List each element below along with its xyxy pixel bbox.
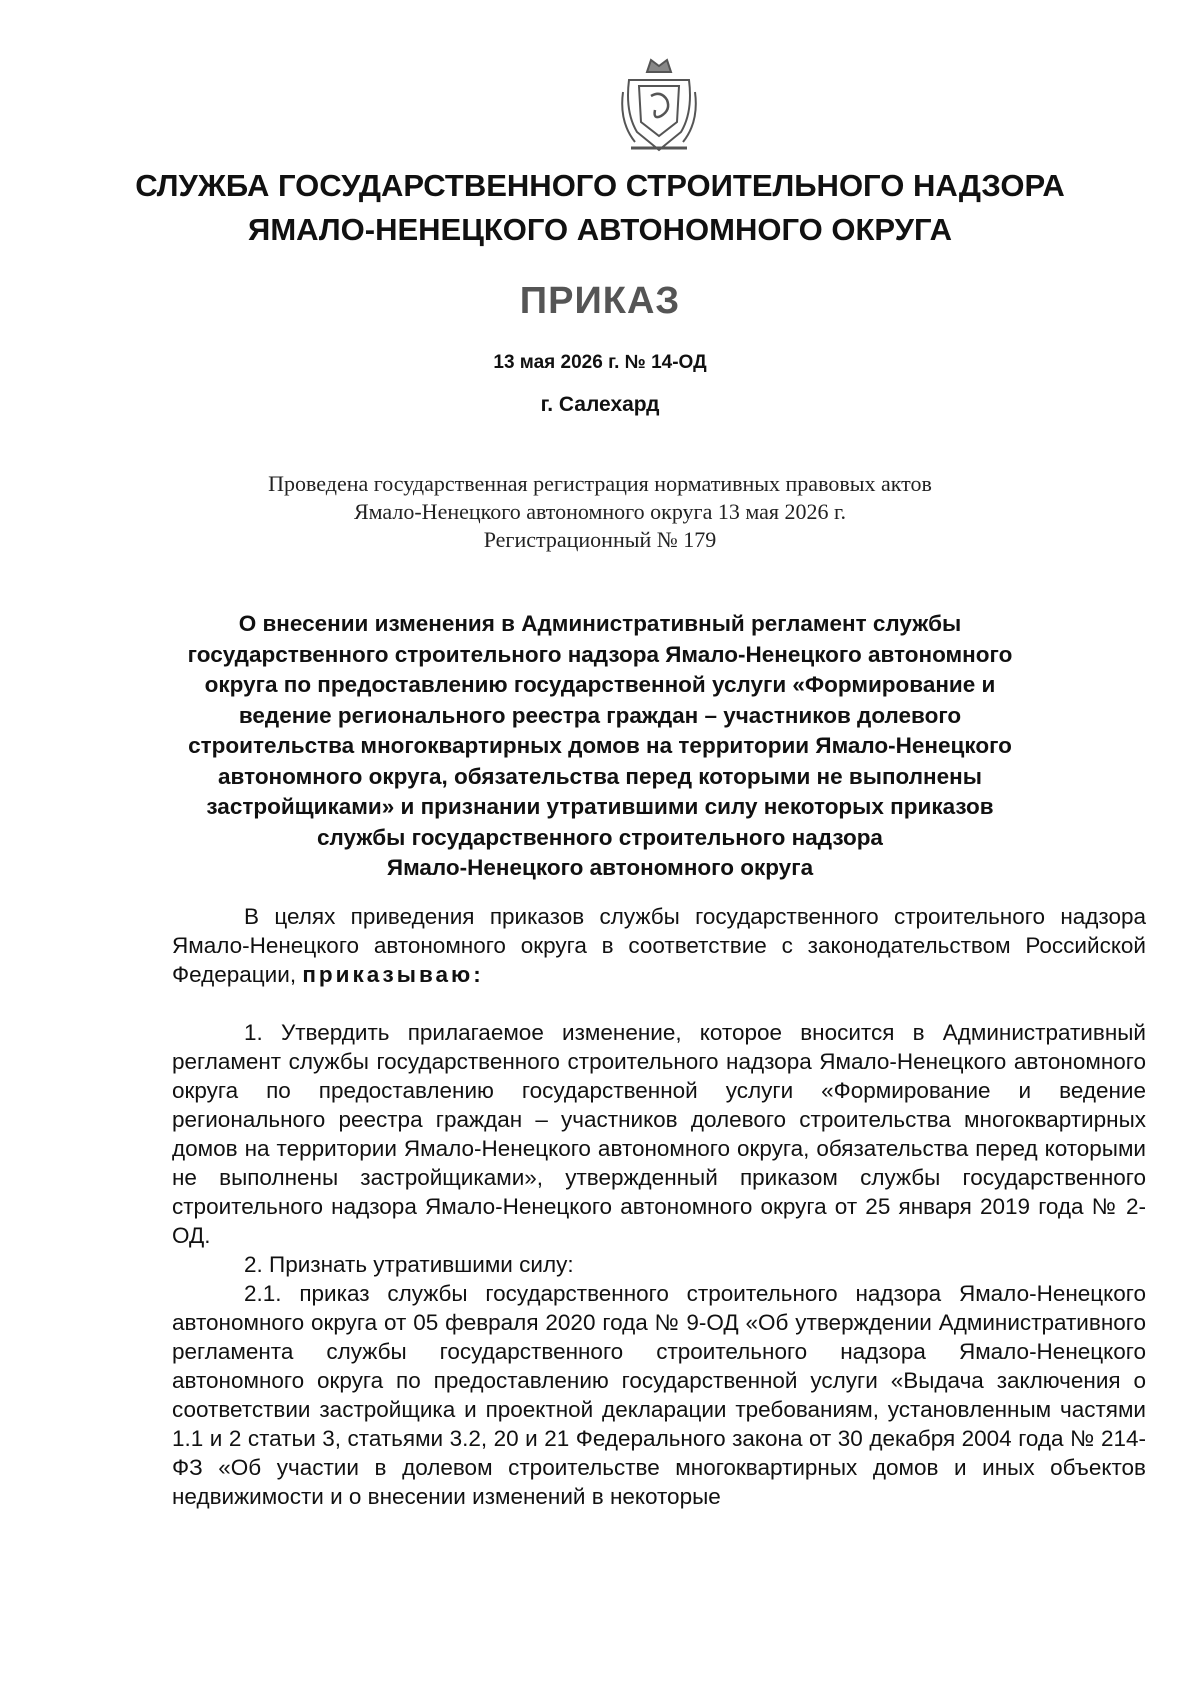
document-city: г. Салехард bbox=[540, 393, 660, 416]
document-date-number: 13 мая 2026 г. № 14-ОД bbox=[493, 352, 707, 373]
document-body bbox=[172, 902, 1146, 1511]
preamble-text: В целях приведения приказов службы государственного строительного надзора Ямало-Ненецкого автономного округа в соответствие с законодательством Российской Федерации, bbox=[172, 904, 1146, 987]
document-title bbox=[130, 609, 1070, 884]
org-name-line1: СЛУЖБА ГОСУДАРСТВЕННОГО СТРОИТЕЛЬНОГО НАДЗОРА bbox=[135, 168, 1065, 203]
title-line8: службы государственного строительного надзора bbox=[317, 824, 883, 850]
title-line1: О внесении изменения в Административный регламент службы bbox=[238, 611, 962, 636]
document-type: ПРИКАЗ bbox=[519, 280, 681, 322]
title-line2: государственного строительного надзора Ямало-Ненецкого автономного bbox=[187, 641, 1013, 667]
item-2-1-paragraph: 2.1. приказ службы государственного строительного надзора Ямало-Ненецкого автономного округа от 05 февраля 2020 года № 9-ОД «Об утверждении Административного регламента службы государственного строительного надзора Ямало-Ненецкого автономного округа по предоставлению государственной услуги «Выдача заключения о соответствии застройщика и проектной декларации требованиям, установленным частями 1.1 и 2 статьи 3, статьями 3.2, 20 и 21 Федерального закона от 30 декабря 2004 года № 214-ФЗ «Об участии в долевом строительстве многоквартирных домов и иных объектов недвижимости и о внесении изменений в некоторые bbox=[172, 1281, 1146, 1509]
title-line5: строительства многоквартирных домов на территории Ямало-Ненецкого bbox=[188, 733, 1012, 758]
registration-note bbox=[100, 470, 1100, 554]
item-2-paragraph: 2. Признать утратившими силу: bbox=[244, 1252, 574, 1277]
preamble-paragraph bbox=[172, 902, 1146, 989]
title-line4: ведение регионального реестра граждан – участников долевого bbox=[238, 702, 962, 728]
item-1-paragraph: 1. Утвердить прилагаемое изменение, которое вносится в Административный регламент службы государственного строительного надзора Ямало-Ненецкого автономного округа по предоставлению государственной услуги «Формирование и ведение регионального реестра граждан – участников долевого строительства многоквартирных домов на территории Ямало-Ненецкого автономного округа, обязательства перед которыми не выполнены застройщиками», утвержденный приказом службы государственного строительного надзора Ямало-Ненецкого автономного округа от 25 января 2019 года № 2-ОД. bbox=[172, 1020, 1146, 1248]
registration-line1: Проведена государственная регистрация нормативных правовых актов bbox=[268, 471, 932, 496]
registration-line2: Ямало-Ненецкого автономного округа 13 мая 2026 г. bbox=[353, 499, 847, 524]
title-line7: застройщиками» и признании утратившими силу некоторых приказов bbox=[206, 794, 994, 819]
registration-line3: Регистрационный № 179 bbox=[483, 527, 717, 552]
coat-of-arms-icon bbox=[617, 52, 701, 156]
org-name-line2: ЯМАЛО-НЕНЕЦКОГО АВТОНОМНОГО ОКРУГА bbox=[248, 212, 952, 247]
title-line6: автономного округа, обязательства перед которыми не выполнены bbox=[218, 763, 982, 789]
organization-name bbox=[100, 164, 1100, 252]
order-word: приказываю: bbox=[302, 962, 484, 987]
title-line9: Ямало-Ненецкого автономного округа bbox=[386, 855, 814, 880]
title-line3: округа по предоставлению государственной услуги «Формирование и bbox=[204, 672, 996, 697]
